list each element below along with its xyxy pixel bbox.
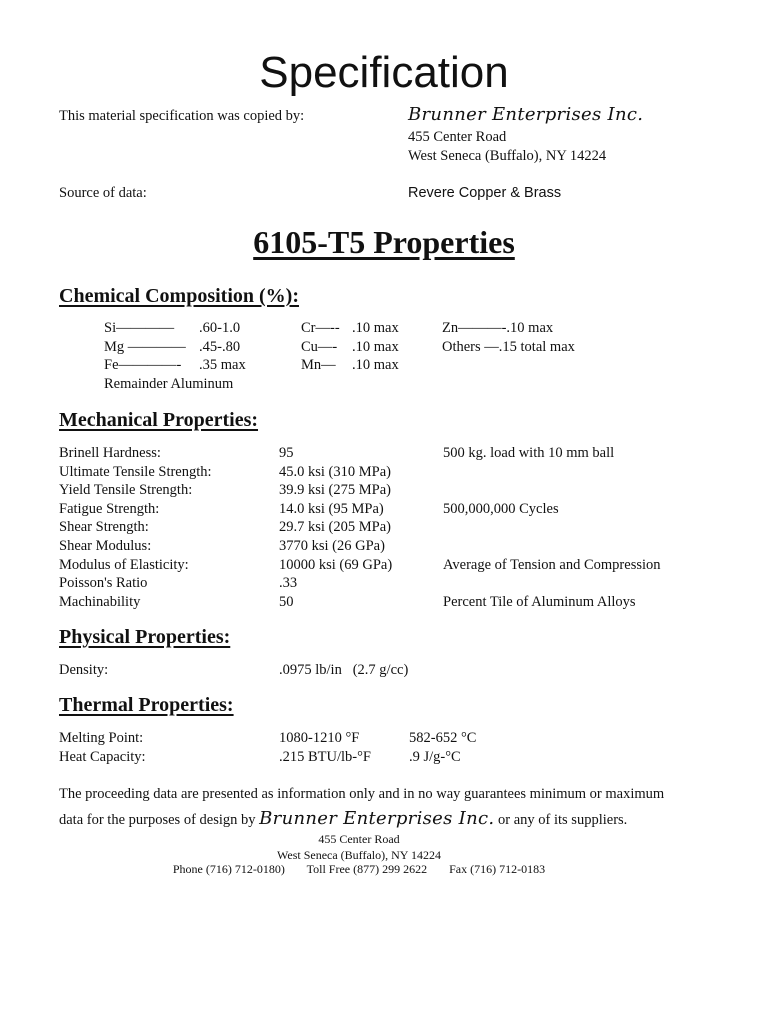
physical-heading: Physical Properties: — [59, 626, 231, 648]
disclaimer-company: Brunner Enterprises Inc. — [259, 808, 495, 829]
property-note: Average of Tension and Compression — [443, 556, 661, 573]
property-value: 10000 ksi (69 GPa) — [279, 556, 393, 573]
property-name: Shear Strength: — [59, 519, 149, 536]
copied-by-label: This material specification was copied by: — [59, 108, 305, 124]
document-title: Specification — [259, 48, 509, 97]
source-value: Revere Copper & Brass — [408, 185, 562, 201]
property-name: Density: — [59, 662, 109, 678]
property-name: Melting Point: — [59, 730, 144, 746]
property-name: Shear Modulus: — [59, 537, 152, 554]
chem-element: Cu—- — [301, 338, 338, 355]
property-value: 29.7 ksi (205 MPa) — [279, 519, 391, 536]
property-value-c: 582-652 °C — [409, 730, 477, 746]
disclaimer-suffix: or any of its suppliers. — [498, 812, 628, 828]
property-value: 14.0 ksi (95 MPa) — [279, 500, 384, 517]
property-note: Percent Tile of Aluminum Alloys — [443, 593, 636, 610]
chem-value: .60-1.0 — [199, 320, 241, 336]
chem-element: Others —.15 total max — [442, 338, 575, 355]
chem-element: Mn— — [301, 357, 336, 374]
property-note: 500 kg. load with 10 mm ball — [443, 445, 615, 461]
disclaimer-prefix: data for the purposes of design by — [59, 812, 256, 828]
disclaimer-line1: The proceeding data are presented as information only and in no way guarantees minimum or maximum — [59, 786, 665, 802]
chem-element: Si———— — [104, 320, 175, 336]
property-note: 500,000,000 Cycles — [443, 500, 559, 517]
chem-value: .35 max — [199, 357, 246, 374]
footer-address2: West Seneca (Buffalo), NY 14224 — [277, 848, 441, 862]
thermal-heading: Thermal Properties: — [59, 694, 234, 716]
property-value: .0975 lb/in (2.7 g/cc) — [279, 662, 409, 678]
property-name: Yield Tensile Strength: — [59, 482, 193, 499]
footer-address1: 455 Center Road — [318, 832, 400, 846]
mechanical-heading: Mechanical Properties: — [59, 409, 259, 431]
source-label: Source of data: — [59, 185, 147, 201]
property-value-f: .215 BTU/lb-°F — [279, 748, 371, 765]
property-value: 95 — [279, 445, 294, 461]
property-value-f: 1080-1210 °F — [279, 730, 360, 746]
footer-phone: Phone (716) 712-0180) — [172, 862, 285, 876]
footer-toll-free: Toll Free (877) 299 2622 — [306, 862, 428, 876]
property-value-c: .9 J/g-°C — [409, 748, 461, 765]
property-name: Brinell Hardness: — [59, 445, 161, 461]
chem-value: .10 max — [352, 338, 399, 355]
chem-element: Cr—-- — [301, 320, 340, 336]
chem-remainder: Remainder Aluminum — [104, 375, 234, 392]
disclaimer-line2 — [59, 808, 627, 829]
footer-contact — [0, 862, 718, 877]
property-value: 39.9 ksi (275 MPa) — [279, 482, 391, 499]
chem-element: Mg ———— — [104, 338, 186, 355]
company-address-line1: 455 Center Road — [408, 129, 507, 145]
product-title: 6105-T5 Properties — [253, 224, 515, 260]
chem-value: .10 max — [352, 320, 399, 336]
chem-element: Zn———-.10 max — [442, 320, 554, 336]
chemical-heading: Chemical Composition (%): — [59, 285, 299, 307]
company-address-line2: West Seneca (Buffalo), NY 14224 — [408, 148, 607, 164]
property-value: 3770 ksi (26 GPa) — [279, 537, 385, 554]
property-value: 45.0 ksi (310 MPa) — [279, 463, 391, 480]
chem-value: .45-.80 — [199, 338, 241, 355]
footer-fax: Fax (716) 712-0183 — [449, 862, 546, 876]
property-name: Heat Capacity: — [59, 748, 146, 765]
company-name: Brunner Enterprises Inc. — [408, 104, 644, 125]
property-value: 50 — [279, 593, 294, 610]
chem-value: .10 max — [352, 357, 399, 374]
chem-element: Fe————- — [104, 357, 182, 374]
property-name: Machinability — [59, 593, 141, 610]
property-name: Poisson's Ratio — [59, 575, 148, 592]
property-name: Fatigue Strength: — [59, 500, 160, 517]
property-name: Ultimate Tensile Strength: — [59, 463, 212, 480]
property-value: .33 — [279, 575, 298, 592]
property-name: Modulus of Elasticity: — [59, 556, 189, 573]
